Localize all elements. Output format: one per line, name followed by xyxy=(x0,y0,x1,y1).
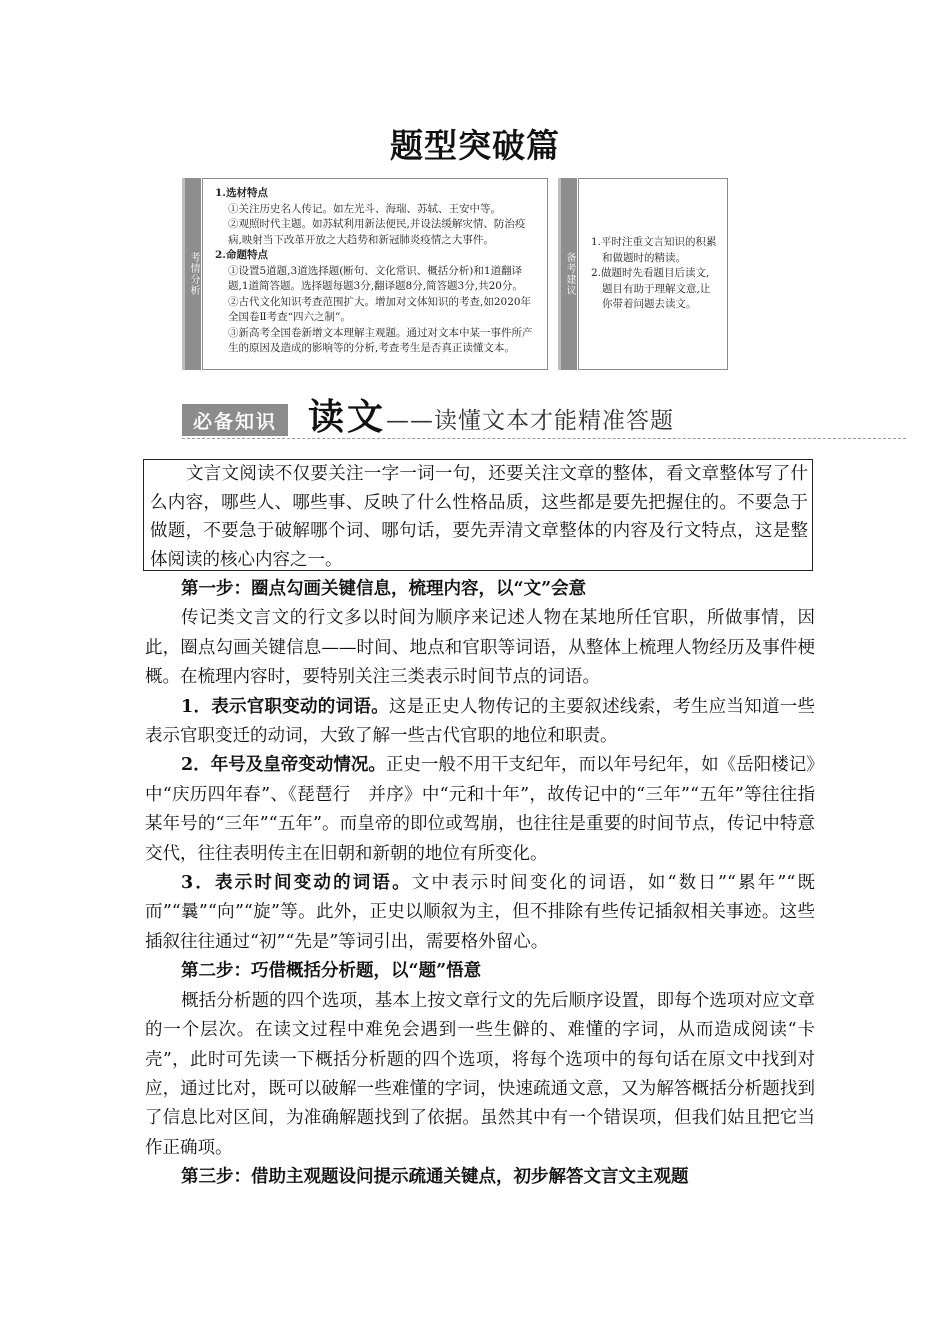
point2-lead: 2．年号及皇帝变动情况。 xyxy=(181,755,386,776)
point3-lead: 3．表示时间变动的词语。 xyxy=(181,873,412,894)
question-item: ②古代文化知识考查范围扩大。增加对文体知识的考查,如2020年全国卷Ⅱ考查“四六之制”。 xyxy=(228,295,532,323)
point1-lead: 1．表示官职变动的词语。 xyxy=(181,696,389,717)
step1-paragraph: 传记类文言文的行文多以时间为顺序来记述人物在某地所任官职，所做事情，因此，圈点勾画关键信息——时间、地点和官职等词语，从整体上梳理人物经历及事件梗概。在梳理内容时，要特别关注三类表示时间节点的词语。 xyxy=(145,608,815,688)
selection-heading: 1.选材特点 xyxy=(215,187,268,199)
suggestion-tab xyxy=(561,178,577,370)
question-heading: 2.命题特点 xyxy=(215,249,268,261)
point2-paragraph xyxy=(145,751,815,869)
page-title: 题型突破篇 xyxy=(390,126,560,165)
section-divider xyxy=(182,438,906,439)
selection-item: ①关注历史名人传记。如左光斗、海瑞、苏轼、王安中等。 xyxy=(228,202,501,215)
step1-title: 第一步：圈点勾画关键信息，梳理内容，以“文”会意 xyxy=(181,579,587,599)
step2-title: 第二步：巧借概括分析题，以“题”悟意 xyxy=(181,961,482,982)
body-text xyxy=(145,575,815,1193)
point3-paragraph xyxy=(145,869,815,957)
suggestion-tab-label: 备考建议 xyxy=(564,252,575,296)
selection-item: ②观照时代主题。如苏轼利用新法便民,并设法缓解灾情、防治疫病,映射当下改革开放之大趋势和新冠肺炎疫情之大事件。 xyxy=(228,218,526,246)
intro-box: 文言文阅读不仅要关注一字一词一句，还要关注文章的整体，看文章整体写了什么内容，哪些人、哪些事、反映了什么性格品质，这些都是要先把握住的。不要急于做题，不要急于破解哪个词、哪句话，要先弄清文章整体的内容及行文特点，这是整体阅读的核心内容之一。 xyxy=(143,459,813,571)
question-item: ①设置5道题,3道选择题(断句、文化常识、概括分析)和1道翻译题,1道简答题。选择题每题3分,翻译题8分,简答题3分,共20分。 xyxy=(228,264,523,292)
step3-title: 第三步：借助主观题设问提示疏通关键点，初步解答文言文主观题 xyxy=(181,1167,689,1188)
section-badge: 必备知识 xyxy=(182,404,288,436)
suggestion-panel xyxy=(578,178,728,370)
point3-text: 文中表示时间变化的词语，如“数日”“累年”“既而”“曩”“向”“旋”等。此外，正史以顺叙为主，但不排除有些传记插叙相关事迹。这些插叙往往通过“初”“先是”等词引出，需要格外留心。 xyxy=(145,873,815,952)
question-item: ③新高考全国卷新增文本理解主观题。通过对文本中某一事件所产生的原因及造成的影响等的分析,考查考生是否真正读懂文本。 xyxy=(228,326,533,354)
step2-paragraph: 概括分析题的四个选项，基本上按文章行文的先后顺序设置，即每个选项对应文章的一个层次。在读文过程中难免会遇到一些生僻的、难懂的字词，从而造成阅读“卡壳”，此时可先读一下概括分析题的四个选项，将每个选项中的每句话在原文中找到对应，通过比对，既可以破解一些难懂的字词，快速疏通文意，又为解答概括分析题找到了信息比对区间，为准确解题找到了依据。虽然其中有一个错误项，但我们姑且把它当作正确项。 xyxy=(145,990,815,1158)
suggestion-item: 2.做题时先看题目后读文,题目有助于理解文意,让你带着问题去读文。 xyxy=(591,267,711,311)
point2-text: 正史一般不用干支纪年，而以年号纪年，如《岳阳楼记》中“庆历四年春”、《琵琶行 并序》中“元和十年”，故传记中的“三年”“五年”等往往指某年号的“三年”“五年”。而皇帝的即位或驾崩，也往往是重要的时间节点，传记中特意交代，往往表明传主在旧朝和新朝的地位有所变化。 xyxy=(145,755,815,864)
analysis-tab-label: 考情分析 xyxy=(188,252,199,296)
analysis-panel xyxy=(202,178,548,370)
point1-paragraph xyxy=(145,693,815,752)
section-subtitle: ——读懂文本才能精准答题 xyxy=(386,408,674,434)
suggestion-item: 1.平时注重文言知识的积累和做题时的精读。 xyxy=(591,236,717,264)
analysis-tab xyxy=(185,178,201,370)
section-title: 读文 xyxy=(308,397,387,438)
point1-text: 这是正史人物传记的主要叙述线索，考生应当知道一些表示官职变迁的动词，大致了解一些古代官职的地位和职责。 xyxy=(145,696,815,747)
